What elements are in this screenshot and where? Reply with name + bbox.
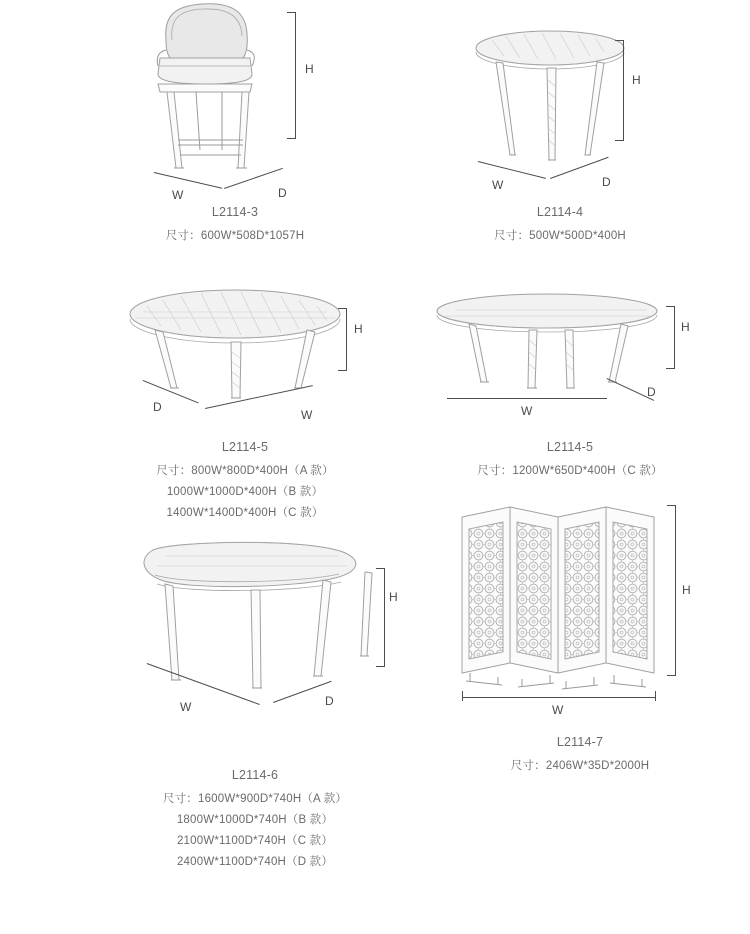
height-tick-bottom-1 — [287, 138, 296, 139]
height-tick-bottom-6 — [667, 675, 676, 676]
figure-3 — [95, 280, 395, 440]
item-block-2 — [430, 0, 690, 275]
item-block-6 — [440, 495, 720, 815]
height-dimension-line-1 — [295, 12, 296, 138]
height-tick-top-4 — [666, 306, 675, 307]
figure-1 — [110, 0, 360, 205]
depth-label-3: D — [153, 400, 162, 414]
height-dimension-line-4 — [674, 306, 675, 368]
width-label-2: W — [492, 178, 504, 192]
figure-2 — [430, 0, 690, 205]
height-label-3: H — [354, 322, 363, 336]
item-dims-5-3: 2400W*1100D*740H（D 款） — [176, 856, 334, 868]
item-dims-5-2: 2100W*1100D*740H（C 款） — [176, 835, 334, 847]
item-block-4 — [425, 280, 715, 510]
item-dims-5-0: 尺寸：1600W*900D*740H（A 款） — [162, 793, 348, 805]
height-tick-top-2 — [615, 40, 624, 41]
item-code-2: L2114-4 — [536, 205, 584, 219]
item-block-3 — [95, 280, 395, 530]
height-dimension-line-2 — [623, 40, 624, 140]
width-tick-right-6 — [655, 691, 656, 701]
height-label-5: H — [389, 590, 398, 604]
height-dimension-line-3 — [346, 308, 347, 370]
height-tick-top-5 — [376, 568, 385, 569]
width-dimension-line-4 — [447, 398, 607, 399]
armchair-barstool-icon — [110, 0, 360, 205]
width-tick-left-6 — [462, 691, 463, 701]
width-label-1: W — [172, 188, 184, 202]
depth-label-5: D — [325, 694, 334, 708]
depth-label-2: D — [602, 175, 611, 189]
height-tick-top-3 — [338, 308, 347, 309]
figure-5 — [95, 528, 415, 768]
height-dimension-line-6 — [675, 505, 676, 675]
item-dims-4-0: 尺寸：1200W*650D*400H（C 款） — [477, 465, 663, 477]
depth-label-4: D — [647, 385, 656, 399]
height-tick-top-1 — [287, 12, 296, 13]
item-dims-6-0: 尺寸：2406W*35D*2000H — [510, 760, 650, 772]
oval-coffee-table-icon — [425, 280, 715, 440]
height-label-2: H — [632, 73, 641, 87]
item-code-3: L2114-5 — [221, 440, 269, 454]
depth-label-1: D — [278, 186, 287, 200]
item-code-1: L2114-3 — [211, 205, 259, 219]
width-label-4: W — [521, 404, 533, 418]
oval-dining-table-icon — [95, 528, 415, 768]
height-label-4: H — [681, 320, 690, 334]
item-dims-5-1: 1800W*1000D*740H（B 款） — [176, 814, 334, 826]
width-label-5: W — [180, 700, 192, 714]
caption-1 — [110, 205, 360, 247]
figure-6 — [440, 495, 720, 735]
height-tick-bottom-5 — [376, 666, 385, 667]
height-tick-bottom-3 — [338, 370, 347, 371]
width-label-6: W — [552, 703, 564, 717]
height-tick-bottom-2 — [615, 140, 624, 141]
caption-2 — [430, 205, 690, 247]
height-label-6: H — [682, 583, 691, 597]
caption-4 — [425, 440, 715, 482]
item-code-5: L2114-6 — [231, 768, 279, 782]
caption-5 — [95, 768, 415, 873]
item-dims-3-2: 1400W*1400D*400H（C 款） — [166, 507, 324, 519]
item-block-1 — [110, 0, 360, 275]
width-label-3: W — [301, 408, 313, 422]
item-dims-3-1: 1000W*1000D*400H（B 款） — [166, 486, 324, 498]
folding-screen-icon — [440, 495, 720, 735]
height-tick-top-6 — [667, 505, 676, 506]
height-tick-bottom-4 — [666, 368, 675, 369]
item-dims-1-0: 尺寸：600W*508D*1057H — [165, 230, 305, 242]
height-dimension-line-5 — [384, 568, 385, 666]
item-code-4: L2114-5 — [546, 440, 594, 454]
round-coffee-table-icon — [95, 280, 395, 440]
item-dims-2-0: 尺寸：500W*500D*400H — [494, 230, 626, 242]
item-block-5 — [95, 528, 415, 888]
width-dimension-line-6 — [462, 697, 656, 698]
caption-3 — [95, 440, 395, 524]
figure-4 — [425, 280, 715, 440]
height-label-1: H — [305, 62, 314, 76]
caption-6 — [440, 735, 720, 777]
item-code-6: L2114-7 — [556, 735, 604, 749]
item-dims-3-0: 尺寸：800W*800D*400H（A 款） — [156, 465, 334, 477]
